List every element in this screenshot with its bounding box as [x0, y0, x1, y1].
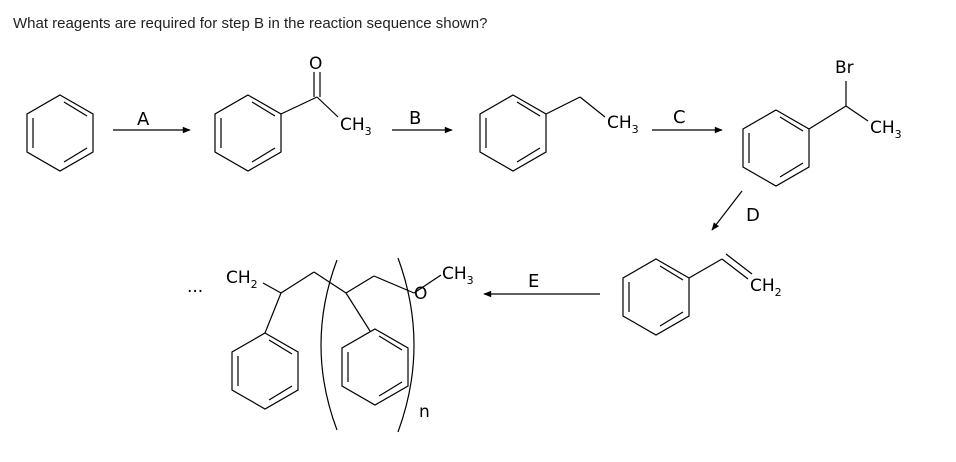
- step-c-label: C: [673, 107, 686, 128]
- repeat-bracket-right: [398, 258, 414, 432]
- step-b-label: B: [409, 108, 422, 129]
- ethylbenzene-molecule: [480, 95, 639, 171]
- carbonyl-oxygen: O: [309, 54, 323, 74]
- bromoethylbenzene-molecule: [743, 58, 902, 186]
- chain-continuation-ellipsis: ...: [187, 277, 204, 297]
- methylene-group: $CH_2$: [750, 276, 782, 299]
- styrene-molecule: [623, 254, 782, 335]
- step-c-arrow: [652, 107, 722, 130]
- step-d-arrow: [712, 191, 760, 230]
- polystyrene-molecule: [187, 258, 474, 432]
- step-a-arrow: [113, 109, 190, 130]
- benzene-molecule: [27, 95, 93, 171]
- bromine-atom: Br: [835, 58, 854, 78]
- step-a-label: A: [137, 109, 150, 130]
- step-b-arrow: [392, 108, 452, 130]
- question-text: What reagents are required for step B in the reaction sequence shown?: [13, 15, 488, 32]
- repeat-count-n: n: [419, 402, 430, 422]
- step-e-label: E: [528, 271, 540, 292]
- ester-oxygen: O: [414, 284, 428, 304]
- terminal-methyl-group: $CH_3$: [442, 264, 474, 287]
- step-d-label: D: [746, 205, 760, 226]
- acetophenone-molecule: [215, 54, 372, 171]
- step-e-arrow: [484, 271, 600, 294]
- methylene-group: $CH_2$: [226, 268, 258, 291]
- methyl-group: $CH_3$: [340, 115, 372, 138]
- methyl-group: $CH_3$: [870, 118, 902, 141]
- methyl-group: $CH_3$: [607, 113, 639, 136]
